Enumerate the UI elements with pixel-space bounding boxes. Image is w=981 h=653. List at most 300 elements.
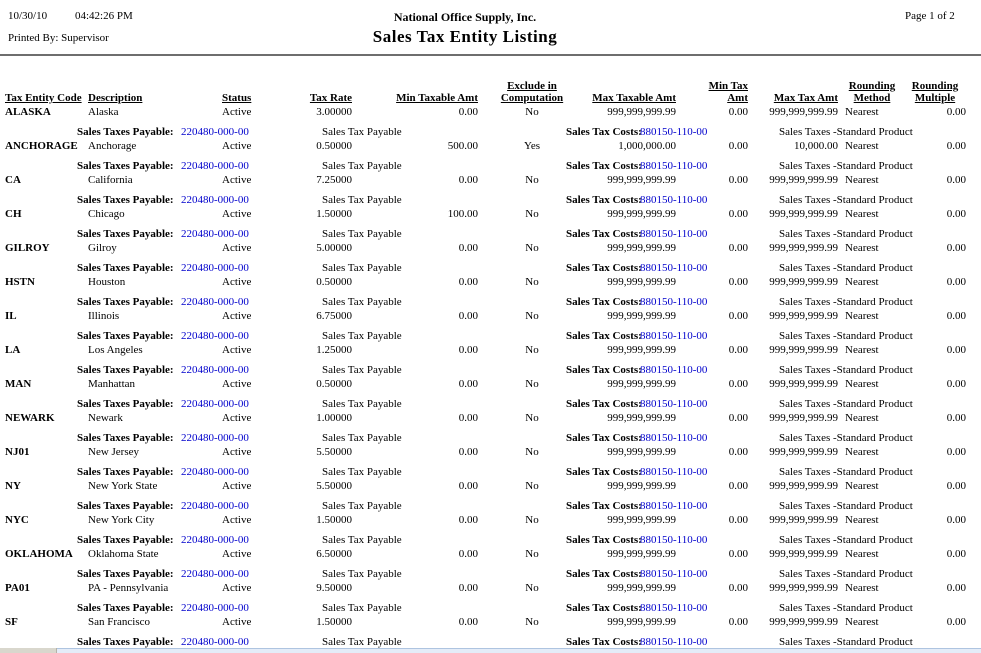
entity-max-tax-cell: 999,999,999.99 <box>769 446 838 458</box>
sales-tax-costs-account-link[interactable]: 880150-110-00 <box>640 330 708 342</box>
sales-tax-costs-label: Sales Tax Costs: <box>566 194 642 206</box>
entity-status-cell: Active <box>222 242 252 254</box>
report-time: 04:42:26 PM <box>75 10 133 22</box>
entity-row <box>0 242 981 256</box>
sales-tax-costs-label: Sales Tax Costs: <box>566 160 642 172</box>
entity-tax-rate-cell: 0.50000 <box>316 378 352 390</box>
entity-min-taxable-cell: 0.00 <box>458 446 478 458</box>
entity-row <box>0 310 981 324</box>
entity-tax-rate-cell: 9.50000 <box>316 582 352 594</box>
entity-rounding-method-cell: Nearest <box>845 616 879 628</box>
gl-accounts-row <box>0 398 981 412</box>
sales-taxes-payable-label: Sales Taxes Payable: <box>77 534 174 546</box>
col-header-max-taxable-amt: Max Taxable Amt <box>592 92 676 104</box>
entity-max-tax-cell: 999,999,999.99 <box>769 208 838 220</box>
entity-max-taxable-cell: 999,999,999.99 <box>607 174 676 186</box>
sales-tax-costs-description: Sales Taxes -Standard Product <box>779 398 913 410</box>
entity-rounding-method-cell: Nearest <box>845 106 879 118</box>
entity-max-taxable-cell: 999,999,999.99 <box>607 582 676 594</box>
col-header-status: Status <box>222 92 252 104</box>
entity-block <box>0 106 981 140</box>
sales-taxes-payable-description: Sales Tax Payable <box>322 432 402 444</box>
sales-taxes-payable-description: Sales Tax Payable <box>322 466 402 478</box>
col-header-rounding-method: Rounding Method <box>848 80 896 104</box>
entity-code-cell: NEWARK <box>5 412 55 424</box>
sales-tax-costs-account-link[interactable]: 880150-110-00 <box>640 296 708 308</box>
entity-row <box>0 616 981 630</box>
entity-max-taxable-cell: 999,999,999.99 <box>607 480 676 492</box>
entity-min-tax-cell: 0.00 <box>728 548 748 560</box>
entity-code-cell: MAN <box>5 378 32 390</box>
sales-taxes-payable-account-link[interactable]: 220480-000-00 <box>181 432 249 444</box>
sales-taxes-payable-label: Sales Taxes Payable: <box>77 568 174 580</box>
entity-rounding-multiple-cell: 0.00 <box>946 310 966 322</box>
entity-status-cell: Active <box>222 446 252 458</box>
entity-exclude-cell: No <box>525 242 539 254</box>
entity-rounding-multiple-cell: 0.00 <box>946 242 966 254</box>
entity-code-cell: PA01 <box>5 582 30 594</box>
sales-taxes-payable-label: Sales Taxes Payable: <box>77 398 174 410</box>
sales-tax-costs-description: Sales Taxes -Standard Product <box>779 160 913 172</box>
sales-tax-costs-label: Sales Tax Costs: <box>566 398 642 410</box>
entity-code-cell: IL <box>5 310 17 322</box>
entity-tax-rate-cell: 5.00000 <box>316 242 352 254</box>
entity-description-cell: New York City <box>88 514 155 526</box>
entity-exclude-cell: No <box>525 446 539 458</box>
sales-tax-costs-description: Sales Taxes -Standard Product <box>779 126 913 138</box>
entity-rounding-multiple-cell: 0.00 <box>946 378 966 390</box>
entity-block <box>0 582 981 616</box>
entity-rounding-method-cell: Nearest <box>845 174 879 186</box>
sales-taxes-payable-account-link[interactable]: 220480-000-00 <box>181 398 249 410</box>
entity-rounding-method-cell: Nearest <box>845 514 879 526</box>
entity-rounding-multiple-cell: 0.00 <box>946 140 966 152</box>
entity-status-cell: Active <box>222 174 252 186</box>
entity-max-tax-cell: 999,999,999.99 <box>769 582 838 594</box>
entity-min-taxable-cell: 0.00 <box>458 582 478 594</box>
entity-code-cell: NYC <box>5 514 29 526</box>
gl-accounts-row <box>0 534 981 548</box>
horizontal-scrollbar[interactable] <box>0 648 981 653</box>
entity-rounding-method-cell: Nearest <box>845 344 879 356</box>
sales-taxes-payable-account-link[interactable]: 220480-000-00 <box>181 194 249 206</box>
sales-tax-costs-label: Sales Tax Costs: <box>566 568 642 580</box>
sales-taxes-payable-label: Sales Taxes Payable: <box>77 160 174 172</box>
scrollbar-thumb[interactable] <box>0 648 57 653</box>
sales-taxes-payable-account-link[interactable]: 220480-000-00 <box>181 466 249 478</box>
entity-min-taxable-cell: 0.00 <box>458 310 478 322</box>
entity-max-taxable-cell: 999,999,999.99 <box>607 276 676 288</box>
entity-status-cell: Active <box>222 140 252 152</box>
report-title: Sales Tax Entity Listing <box>372 27 558 46</box>
entity-status-cell: Active <box>222 412 252 424</box>
entity-rounding-multiple-cell: 0.00 <box>946 446 966 458</box>
entity-min-tax-cell: 0.00 <box>728 242 748 254</box>
entity-tax-rate-cell: 5.50000 <box>316 446 352 458</box>
entity-exclude-cell: No <box>525 514 539 526</box>
page-number: Page 1 of 2 <box>905 10 955 22</box>
entity-code-cell: GILROY <box>5 242 50 254</box>
sales-taxes-payable-account-link[interactable]: 220480-000-00 <box>181 262 249 274</box>
sales-tax-costs-label: Sales Tax Costs: <box>566 126 642 138</box>
entity-min-taxable-cell: 0.00 <box>458 548 478 560</box>
sales-tax-costs-account-link[interactable]: 880150-110-00 <box>640 364 708 376</box>
entity-rounding-multiple-cell: 0.00 <box>946 548 966 560</box>
sales-tax-costs-label: Sales Tax Costs: <box>566 228 642 240</box>
entity-block <box>0 310 981 344</box>
entity-min-tax-cell: 0.00 <box>728 446 748 458</box>
entity-max-tax-cell: 999,999,999.99 <box>769 616 838 628</box>
company-name: National Office Supply, Inc. <box>393 10 537 24</box>
entity-status-cell: Active <box>222 514 252 526</box>
entity-max-taxable-cell: 999,999,999.99 <box>607 242 676 254</box>
sales-tax-costs-description: Sales Taxes -Standard Product <box>779 432 913 444</box>
entity-min-tax-cell: 0.00 <box>728 106 748 118</box>
sales-tax-costs-account-link[interactable]: 880150-110-00 <box>640 466 708 478</box>
sales-taxes-payable-account-link[interactable]: 220480-000-00 <box>181 636 249 648</box>
sales-tax-costs-account-link[interactable]: 880150-110-00 <box>640 568 708 580</box>
entity-rounding-method-cell: Nearest <box>845 480 879 492</box>
entity-exclude-cell: No <box>525 174 539 186</box>
entity-block <box>0 174 981 208</box>
col-header-rounding-multiple: Rounding Multiple <box>911 80 959 104</box>
entity-block <box>0 480 981 514</box>
entity-exclude-cell: No <box>525 412 539 424</box>
sales-tax-costs-label: Sales Tax Costs: <box>566 602 642 614</box>
entity-status-cell: Active <box>222 378 252 390</box>
entity-max-tax-cell: 999,999,999.99 <box>769 174 838 186</box>
entity-exclude-cell: No <box>525 344 539 356</box>
entity-description-cell: Oklahoma State <box>88 548 159 560</box>
entity-min-tax-cell: 0.00 <box>728 174 748 186</box>
col-header-tax-rate: Tax Rate <box>309 92 352 104</box>
entity-max-tax-cell: 999,999,999.99 <box>769 106 838 118</box>
entity-description-cell: Newark <box>88 412 123 424</box>
entity-min-taxable-cell: 0.00 <box>458 616 478 628</box>
entity-rounding-method-cell: Nearest <box>845 582 879 594</box>
entity-block <box>0 412 981 446</box>
sales-tax-costs-account-link[interactable]: 880150-110-00 <box>640 602 708 614</box>
sales-tax-costs-description: Sales Taxes -Standard Product <box>779 364 913 376</box>
header-divider <box>0 54 981 56</box>
sales-taxes-payable-description: Sales Tax Payable <box>322 364 402 376</box>
sales-taxes-payable-account-link[interactable]: 220480-000-00 <box>181 602 249 614</box>
entity-description-cell: California <box>88 174 133 186</box>
col-header-tax-entity-code: Tax Entity Code <box>5 92 82 104</box>
entity-min-tax-cell: 0.00 <box>728 582 748 594</box>
sales-tax-costs-label: Sales Tax Costs: <box>566 500 642 512</box>
entity-max-taxable-cell: 999,999,999.99 <box>607 106 676 118</box>
entity-code-cell: ALASKA <box>5 106 51 118</box>
entity-code-cell: CH <box>5 208 22 220</box>
sales-tax-costs-description: Sales Taxes -Standard Product <box>779 568 913 580</box>
entity-rounding-method-cell: Nearest <box>845 548 879 560</box>
entity-rounding-method-cell: Nearest <box>845 276 879 288</box>
entity-max-taxable-cell: 1,000,000.00 <box>618 140 676 152</box>
col-header-exclude-in-computation: Exclude in Computation <box>500 80 564 104</box>
sales-taxes-payable-label: Sales Taxes Payable: <box>77 500 174 512</box>
entity-tax-rate-cell: 0.50000 <box>316 276 352 288</box>
col-header-max-tax-amt: Max Tax Amt <box>773 92 838 104</box>
col-header-min-taxable-amt: Min Taxable Amt <box>396 92 478 104</box>
sales-tax-costs-label: Sales Tax Costs: <box>566 262 642 274</box>
sales-taxes-payable-account-link[interactable]: 220480-000-00 <box>181 364 249 376</box>
entity-exclude-cell: No <box>525 208 539 220</box>
entity-rounding-method-cell: Nearest <box>845 310 879 322</box>
entity-row <box>0 446 981 460</box>
gl-accounts-row <box>0 432 981 446</box>
col-header-min-tax-amt: Min Tax Amt <box>708 80 748 104</box>
sales-tax-costs-description: Sales Taxes -Standard Product <box>779 330 913 342</box>
entity-max-taxable-cell: 999,999,999.99 <box>607 344 676 356</box>
gl-accounts-row <box>0 160 981 174</box>
entity-status-cell: Active <box>222 480 252 492</box>
gl-accounts-row <box>0 194 981 208</box>
entity-max-tax-cell: 10,000.00 <box>794 140 838 152</box>
entity-max-tax-cell: 999,999,999.99 <box>769 276 838 288</box>
sales-taxes-payable-account-link[interactable]: 220480-000-00 <box>181 296 249 308</box>
entity-rounding-method-cell: Nearest <box>845 378 879 390</box>
entity-min-tax-cell: 0.00 <box>728 276 748 288</box>
sales-tax-costs-description: Sales Taxes -Standard Product <box>779 194 913 206</box>
entity-tax-rate-cell: 1.25000 <box>316 344 352 356</box>
sales-tax-costs-account-link[interactable]: 880150-110-00 <box>640 228 708 240</box>
col-header-description: Description <box>88 92 143 104</box>
entity-tax-rate-cell: 1.50000 <box>316 514 352 526</box>
entity-description-cell: Chicago <box>88 208 125 220</box>
entity-rounding-method-cell: Nearest <box>845 242 879 254</box>
sales-tax-costs-description: Sales Taxes -Standard Product <box>779 534 913 546</box>
gl-accounts-row <box>0 500 981 514</box>
entity-row <box>0 208 981 222</box>
gl-accounts-row <box>0 296 981 310</box>
sales-tax-costs-account-link[interactable]: 880150-110-00 <box>640 126 708 138</box>
entity-min-taxable-cell: 0.00 <box>458 242 478 254</box>
sales-tax-costs-description: Sales Taxes -Standard Product <box>779 500 913 512</box>
entity-max-tax-cell: 999,999,999.99 <box>769 480 838 492</box>
entity-code-cell: NY <box>5 480 21 492</box>
sales-tax-costs-account-link[interactable]: 880150-110-00 <box>640 432 708 444</box>
sales-taxes-payable-account-link[interactable]: 220480-000-00 <box>181 330 249 342</box>
entity-max-taxable-cell: 999,999,999.99 <box>607 616 676 628</box>
entity-block <box>0 140 981 174</box>
entity-block <box>0 242 981 276</box>
entity-max-taxable-cell: 999,999,999.99 <box>607 310 676 322</box>
entity-rounding-multiple-cell: 0.00 <box>946 480 966 492</box>
entity-max-tax-cell: 999,999,999.99 <box>769 242 838 254</box>
sales-taxes-payable-account-link[interactable]: 220480-000-00 <box>181 568 249 580</box>
entity-tax-rate-cell: 3.00000 <box>316 106 352 118</box>
sales-tax-costs-account-link[interactable]: 880150-110-00 <box>640 636 708 648</box>
sales-taxes-payable-description: Sales Tax Payable <box>322 228 402 240</box>
entity-max-tax-cell: 999,999,999.99 <box>769 514 838 526</box>
entity-description-cell: Gilroy <box>88 242 117 254</box>
sales-tax-costs-account-link[interactable]: 880150-110-00 <box>640 500 708 512</box>
entity-block <box>0 548 981 582</box>
entity-block <box>0 378 981 412</box>
entity-description-cell: Illinois <box>88 310 120 322</box>
entity-code-cell: CA <box>5 174 21 186</box>
entity-rounding-multiple-cell: 0.00 <box>946 276 966 288</box>
gl-accounts-row <box>0 330 981 344</box>
gl-accounts-row <box>0 568 981 582</box>
sales-taxes-payable-label: Sales Taxes Payable: <box>77 466 174 478</box>
entity-min-taxable-cell: 0.00 <box>458 276 478 288</box>
entity-row <box>0 514 981 528</box>
entity-rounding-multiple-cell: 0.00 <box>946 616 966 628</box>
entity-rounding-multiple-cell: 0.00 <box>946 344 966 356</box>
entity-exclude-cell: No <box>525 548 539 560</box>
entity-exclude-cell: No <box>525 480 539 492</box>
entity-tax-rate-cell: 7.25000 <box>316 174 352 186</box>
sales-tax-costs-account-link[interactable]: 880150-110-00 <box>640 262 708 274</box>
sales-tax-costs-description: Sales Taxes -Standard Product <box>779 602 913 614</box>
entity-exclude-cell: No <box>525 310 539 322</box>
gl-accounts-row <box>0 364 981 378</box>
entity-max-taxable-cell: 999,999,999.99 <box>607 514 676 526</box>
sales-taxes-payable-description: Sales Tax Payable <box>322 296 402 308</box>
sales-taxes-payable-label: Sales Taxes Payable: <box>77 364 174 376</box>
sales-tax-costs-label: Sales Tax Costs: <box>566 364 642 376</box>
sales-taxes-payable-account-link[interactable]: 220480-000-00 <box>181 228 249 240</box>
sales-taxes-payable-description: Sales Tax Payable <box>322 534 402 546</box>
sales-taxes-payable-label: Sales Taxes Payable: <box>77 330 174 342</box>
sales-taxes-payable-label: Sales Taxes Payable: <box>77 228 174 240</box>
entity-code-cell: OKLAHOMA <box>5 548 73 560</box>
entity-tax-rate-cell: 0.50000 <box>316 140 352 152</box>
entity-min-taxable-cell: 0.00 <box>458 514 478 526</box>
sales-taxes-payable-description: Sales Tax Payable <box>322 194 402 206</box>
sales-taxes-payable-account-link[interactable]: 220480-000-00 <box>181 500 249 512</box>
entity-rounding-multiple-cell: 0.00 <box>946 412 966 424</box>
entity-status-cell: Active <box>222 582 252 594</box>
sales-taxes-payable-label: Sales Taxes Payable: <box>77 296 174 308</box>
entity-tax-rate-cell: 1.50000 <box>316 208 352 220</box>
sales-taxes-payable-label: Sales Taxes Payable: <box>77 126 174 138</box>
entity-exclude-cell: Yes <box>523 140 540 152</box>
entity-description-cell: Houston <box>88 276 126 288</box>
entity-max-tax-cell: 999,999,999.99 <box>769 548 838 560</box>
entity-status-cell: Active <box>222 106 252 118</box>
entity-description-cell: Manhattan <box>88 378 136 390</box>
entity-status-cell: Active <box>222 276 252 288</box>
entity-min-tax-cell: 0.00 <box>728 616 748 628</box>
entity-min-taxable-cell: 100.00 <box>447 208 478 220</box>
entity-code-cell: ANCHORAGE <box>5 140 78 152</box>
entity-row <box>0 378 981 392</box>
sales-tax-costs-account-link[interactable]: 880150-110-00 <box>640 160 708 172</box>
entity-status-cell: Active <box>222 616 252 628</box>
entity-block <box>0 514 981 548</box>
entity-status-cell: Active <box>222 548 252 560</box>
entity-min-taxable-cell: 0.00 <box>458 106 478 118</box>
entity-block <box>0 208 981 242</box>
entity-rounding-multiple-cell: 0.00 <box>946 208 966 220</box>
sales-tax-costs-description: Sales Taxes -Standard Product <box>779 228 913 240</box>
entity-rounding-method-cell: Nearest <box>845 140 879 152</box>
sales-taxes-payable-description: Sales Tax Payable <box>322 126 402 138</box>
sales-taxes-payable-label: Sales Taxes Payable: <box>77 262 174 274</box>
entity-max-taxable-cell: 999,999,999.99 <box>607 378 676 390</box>
sales-taxes-payable-account-link[interactable]: 220480-000-00 <box>181 534 249 546</box>
table-body <box>0 106 981 650</box>
entity-description-cell: Los Angeles <box>88 344 143 356</box>
sales-taxes-payable-account-link[interactable]: 220480-000-00 <box>181 160 249 172</box>
entity-status-cell: Active <box>222 208 252 220</box>
entity-min-tax-cell: 0.00 <box>728 310 748 322</box>
entity-tax-rate-cell: 6.75000 <box>316 310 352 322</box>
entity-row <box>0 582 981 596</box>
sales-taxes-payable-description: Sales Tax Payable <box>322 398 402 410</box>
entity-block <box>0 276 981 310</box>
entity-min-tax-cell: 0.00 <box>728 140 748 152</box>
sales-taxes-payable-label: Sales Taxes Payable: <box>77 432 174 444</box>
entity-block <box>0 446 981 480</box>
table-header-row <box>0 77 981 105</box>
entity-min-tax-cell: 0.00 <box>728 514 748 526</box>
gl-accounts-row <box>0 126 981 140</box>
entity-min-tax-cell: 0.00 <box>728 378 748 390</box>
gl-accounts-row <box>0 466 981 480</box>
entity-description-cell: New York State <box>88 480 158 492</box>
entity-min-taxable-cell: 0.00 <box>458 480 478 492</box>
entity-block <box>0 616 981 650</box>
sales-taxes-payable-description: Sales Tax Payable <box>322 262 402 274</box>
entity-row <box>0 344 981 358</box>
entity-min-taxable-cell: 0.00 <box>458 344 478 356</box>
entity-row <box>0 480 981 494</box>
entity-max-taxable-cell: 999,999,999.99 <box>607 446 676 458</box>
sales-tax-costs-account-link[interactable]: 880150-110-00 <box>640 534 708 546</box>
entity-row <box>0 548 981 562</box>
entity-row <box>0 106 981 120</box>
sales-tax-costs-account-link[interactable]: 880150-110-00 <box>640 194 708 206</box>
sales-tax-costs-label: Sales Tax Costs: <box>566 534 642 546</box>
entity-block <box>0 344 981 378</box>
entity-max-tax-cell: 999,999,999.99 <box>769 378 838 390</box>
report-date: 10/30/10 <box>8 10 48 22</box>
entity-exclude-cell: No <box>525 582 539 594</box>
entity-exclude-cell: No <box>525 276 539 288</box>
gl-accounts-row <box>0 602 981 616</box>
entity-exclude-cell: No <box>525 616 539 628</box>
entity-exclude-cell: No <box>525 378 539 390</box>
entity-max-taxable-cell: 999,999,999.99 <box>607 548 676 560</box>
entity-max-tax-cell: 999,999,999.99 <box>769 344 838 356</box>
sales-tax-costs-account-link[interactable]: 880150-110-00 <box>640 398 708 410</box>
sales-tax-costs-description: Sales Taxes -Standard Product <box>779 466 913 478</box>
entity-row <box>0 412 981 426</box>
sales-tax-costs-label: Sales Tax Costs: <box>566 432 642 444</box>
entity-max-taxable-cell: 999,999,999.99 <box>607 412 676 424</box>
entity-row <box>0 174 981 188</box>
entity-description-cell: Alaska <box>88 106 119 118</box>
gl-accounts-row <box>0 262 981 276</box>
entity-min-taxable-cell: 0.00 <box>458 174 478 186</box>
sales-tax-costs-label: Sales Tax Costs: <box>566 296 642 308</box>
entity-rounding-multiple-cell: 0.00 <box>946 106 966 118</box>
sales-tax-costs-label: Sales Tax Costs: <box>566 636 642 648</box>
entity-status-cell: Active <box>222 310 252 322</box>
entity-rounding-method-cell: Nearest <box>845 208 879 220</box>
entity-row <box>0 276 981 290</box>
sales-taxes-payable-description: Sales Tax Payable <box>322 160 402 172</box>
sales-taxes-payable-label: Sales Taxes Payable: <box>77 602 174 614</box>
entity-min-taxable-cell: 0.00 <box>458 412 478 424</box>
entity-status-cell: Active <box>222 344 252 356</box>
entity-min-tax-cell: 0.00 <box>728 412 748 424</box>
sales-taxes-payable-account-link[interactable]: 220480-000-00 <box>181 126 249 138</box>
